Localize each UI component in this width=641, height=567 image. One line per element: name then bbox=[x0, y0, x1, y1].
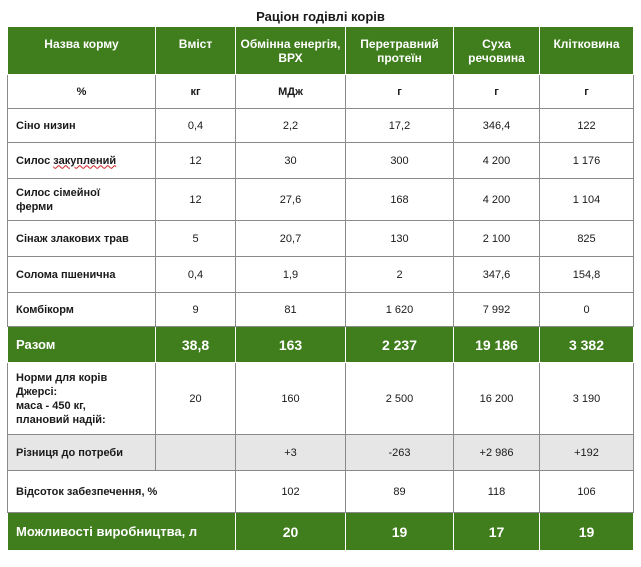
value-cell: 4 200 bbox=[454, 179, 540, 221]
feed-name: Сіно низин bbox=[8, 109, 156, 143]
production-value: 19 bbox=[346, 513, 454, 551]
value-cell: 16 200 bbox=[454, 363, 540, 435]
header-protein: Перетравний протеїн bbox=[346, 27, 454, 75]
feed-name: Солома пшенична bbox=[8, 257, 156, 293]
value-cell: 1,9 bbox=[236, 257, 346, 293]
value-cell: -263 bbox=[346, 435, 454, 471]
table-row bbox=[8, 221, 634, 257]
feed-name-prefix: Силос bbox=[16, 154, 54, 167]
feed-name: Комбікорм bbox=[8, 293, 156, 327]
value-cell: 7 992 bbox=[454, 293, 540, 327]
unit-cell: % bbox=[8, 75, 156, 109]
total-value: 163 bbox=[236, 327, 346, 363]
value-cell: 102 bbox=[236, 471, 346, 513]
unit-cell: г bbox=[540, 75, 634, 109]
table-row bbox=[8, 109, 634, 143]
value-cell: 2 100 bbox=[454, 221, 540, 257]
difference-row bbox=[8, 435, 634, 471]
value-cell: 81 bbox=[236, 293, 346, 327]
value-cell: 130 bbox=[346, 221, 454, 257]
value-cell: 1 620 bbox=[346, 293, 454, 327]
value-cell: +2 986 bbox=[454, 435, 540, 471]
value-cell: 5 bbox=[156, 221, 236, 257]
value-cell: 2 bbox=[346, 257, 454, 293]
table-row bbox=[8, 143, 634, 179]
value-cell: 89 bbox=[346, 471, 454, 513]
value-cell: 2,2 bbox=[236, 109, 346, 143]
table-title: Раціон годівлі корів bbox=[256, 9, 385, 24]
total-value: 19 186 bbox=[454, 327, 540, 363]
value-cell: 20 bbox=[156, 363, 236, 435]
production-value: 20 bbox=[236, 513, 346, 551]
value-cell: 27,6 bbox=[236, 179, 346, 221]
value-cell: 106 bbox=[540, 471, 634, 513]
norms-row bbox=[8, 363, 634, 435]
header-energy: Обмінна енергія, ВРХ bbox=[236, 27, 346, 75]
value-cell bbox=[156, 435, 236, 471]
production-value: 17 bbox=[454, 513, 540, 551]
unit-cell: кг bbox=[156, 75, 236, 109]
total-row bbox=[8, 327, 634, 363]
header-content: Вміст bbox=[156, 27, 236, 75]
value-cell: 300 bbox=[346, 143, 454, 179]
norms-label-line: плановий надій: bbox=[16, 413, 106, 426]
value-cell: 825 bbox=[540, 221, 634, 257]
value-cell: 9 bbox=[156, 293, 236, 327]
unit-cell: г bbox=[454, 75, 540, 109]
value-cell: 118 bbox=[454, 471, 540, 513]
total-value: 3 382 bbox=[540, 327, 634, 363]
feed-name bbox=[8, 143, 156, 179]
norms-label-line: Норми для корів bbox=[16, 371, 108, 384]
value-cell: 12 bbox=[156, 143, 236, 179]
feed-name: Сінаж злакових трав bbox=[8, 221, 156, 257]
value-cell: 1 104 bbox=[540, 179, 634, 221]
value-cell: 17,2 bbox=[346, 109, 454, 143]
production-value: 19 bbox=[540, 513, 634, 551]
spellcheck-underlined-word: закуплений bbox=[53, 154, 117, 167]
unit-cell: МДж bbox=[236, 75, 346, 109]
value-cell: 3 190 bbox=[540, 363, 634, 435]
total-label: Разом bbox=[8, 327, 156, 363]
header-feed-name: Назва корму bbox=[8, 27, 156, 75]
value-cell: 160 bbox=[236, 363, 346, 435]
value-cell: 347,6 bbox=[454, 257, 540, 293]
value-cell: 12 bbox=[156, 179, 236, 221]
value-cell: 0,4 bbox=[156, 257, 236, 293]
value-cell: 20,7 bbox=[236, 221, 346, 257]
ration-table bbox=[7, 26, 634, 551]
unit-cell: г bbox=[346, 75, 454, 109]
value-cell: 4 200 bbox=[454, 143, 540, 179]
percent-row bbox=[8, 471, 634, 513]
value-cell: 30 bbox=[236, 143, 346, 179]
value-cell: 2 500 bbox=[346, 363, 454, 435]
header-dry-matter: Суха речовина bbox=[454, 27, 540, 75]
value-cell: 168 bbox=[346, 179, 454, 221]
value-cell: 346,4 bbox=[454, 109, 540, 143]
percent-label: Відсоток забезпечення, % bbox=[8, 471, 236, 513]
norms-label bbox=[8, 363, 156, 435]
production-label: Можливості виробництва, л bbox=[8, 513, 236, 551]
difference-label: Різниця до потреби bbox=[8, 435, 156, 471]
total-value: 38,8 bbox=[156, 327, 236, 363]
table-row bbox=[8, 257, 634, 293]
value-cell: 154,8 bbox=[540, 257, 634, 293]
header-row bbox=[8, 27, 634, 75]
value-cell: +3 bbox=[236, 435, 346, 471]
feed-name: Силос сімейної ферми bbox=[8, 179, 156, 221]
value-cell: 0 bbox=[540, 293, 634, 327]
units-row bbox=[8, 75, 634, 109]
value-cell: 0,4 bbox=[156, 109, 236, 143]
value-cell: 1 176 bbox=[540, 143, 634, 179]
norms-label-line: Джерсі: bbox=[16, 385, 58, 398]
table-row bbox=[8, 293, 634, 327]
total-value: 2 237 bbox=[346, 327, 454, 363]
production-row bbox=[8, 513, 634, 551]
header-fiber: Клітковина bbox=[540, 27, 634, 75]
value-cell: +192 bbox=[540, 435, 634, 471]
table-row bbox=[8, 179, 634, 221]
value-cell: 122 bbox=[540, 109, 634, 143]
norms-label-line: маса - 450 кг, bbox=[16, 399, 86, 412]
